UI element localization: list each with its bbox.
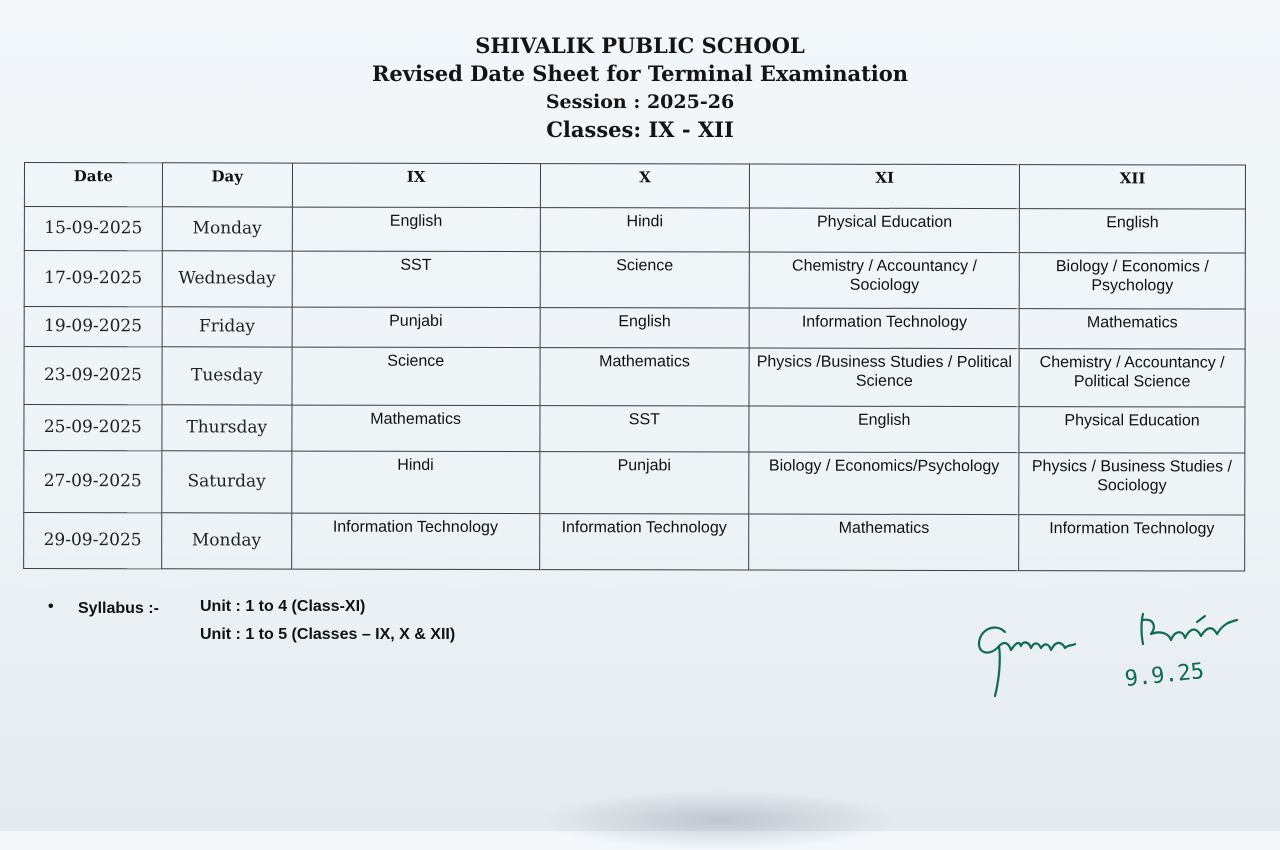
subject-cell-xii: Physical Education [1019, 407, 1245, 453]
table-row [24, 347, 1245, 408]
subject-cell-xi: English [749, 406, 1019, 453]
table-row [24, 405, 1245, 454]
day-cell: Friday [162, 307, 292, 347]
signature-date: 9.9.25 [1123, 658, 1206, 693]
subject-cell-ix: Hindi [292, 451, 540, 514]
syllabus-label: Syllabus :- [78, 600, 159, 617]
date-cell: 25-09-2025 [24, 405, 162, 451]
table-header-row [24, 163, 1245, 210]
subject-cell-xi: Physical Education [750, 208, 1020, 253]
subject-cell-xii: Physics / Business Studies / Sociology [1019, 453, 1245, 515]
date-cell: 15-09-2025 [24, 207, 162, 251]
subject-cell-ix: Science [292, 347, 540, 406]
day-cell: Monday [162, 207, 292, 251]
page-shadow [540, 790, 900, 850]
table-row [24, 207, 1245, 254]
date-cell: 27-09-2025 [24, 451, 162, 513]
subject-cell-x: Information Technology [539, 514, 749, 570]
column-header-ix: IX [292, 163, 540, 208]
day-cell: Saturday [162, 451, 292, 513]
subject-cell-x: English [540, 308, 750, 348]
date-sheet-table [23, 162, 1246, 572]
subject-cell-ix: SST [292, 251, 540, 308]
table-row [24, 251, 1245, 310]
subject-cell-xii: Chemistry / Accountancy / Political Science [1019, 349, 1245, 407]
subject-cell-xii: English [1019, 209, 1245, 253]
subject-cell-ix: English [292, 207, 540, 252]
date-cell: 17-09-2025 [24, 251, 162, 307]
column-header-xii: XII [1020, 165, 1246, 209]
day-cell: Wednesday [162, 251, 292, 307]
date-cell: 19-09-2025 [24, 307, 162, 347]
signature [965, 600, 1255, 710]
syllabus-line-xi: Unit : 1 to 4 (Class-XI) [200, 598, 366, 615]
date-cell: 29-09-2025 [24, 513, 162, 569]
column-header-xi: XI [750, 164, 1020, 209]
table-row [24, 513, 1245, 572]
syllabus-line-ix-x-xii: Unit : 1 to 5 (Classes – IX, X & XII) [200, 626, 456, 643]
subject-cell-x: Punjabi [539, 452, 749, 514]
subject-cell-x: SST [539, 406, 749, 452]
subject-cell-xii: Mathematics [1019, 309, 1245, 349]
school-name: SHIVALIK PUBLIC SCHOOL [475, 33, 805, 58]
classes-label: Classes: IX - XII [546, 117, 734, 142]
subject-cell-xi: Biology / Economics/Psychology [749, 452, 1019, 515]
table-row [24, 451, 1245, 516]
subject-cell-xi: Physics /Business Studies / Political Science [749, 348, 1019, 407]
subject-cell-ix: Punjabi [292, 307, 540, 348]
column-header-x: X [540, 164, 750, 208]
document-header [0, 32, 1280, 144]
day-cell: Tuesday [162, 347, 292, 405]
subject-cell-xii: Information Technology [1019, 515, 1245, 571]
subject-cell-ix: Information Technology [291, 513, 539, 570]
bullet-icon: • [48, 598, 54, 615]
subject-cell-ix: Mathematics [292, 405, 540, 452]
subject-cell-xi: Information Technology [749, 308, 1019, 349]
session-label: Session : 2025-26 [545, 91, 735, 113]
subject-cell-x: Science [540, 252, 750, 308]
subject-cell-x: Hindi [540, 208, 750, 252]
subject-cell-xi: Chemistry / Accountancy / Sociology [750, 252, 1020, 309]
document-title: Revised Date Sheet for Terminal Examination [371, 61, 909, 86]
subject-cell-x: Mathematics [540, 348, 750, 406]
column-header-day: Day [162, 163, 292, 207]
day-cell: Monday [161, 513, 291, 569]
column-header-date: Date [24, 163, 162, 207]
table-row [24, 307, 1245, 350]
subject-cell-xii: Biology / Economics / Psychology [1019, 253, 1245, 309]
date-cell: 23-09-2025 [24, 347, 162, 405]
day-cell: Thursday [162, 405, 292, 451]
subject-cell-xi: Mathematics [749, 514, 1019, 571]
